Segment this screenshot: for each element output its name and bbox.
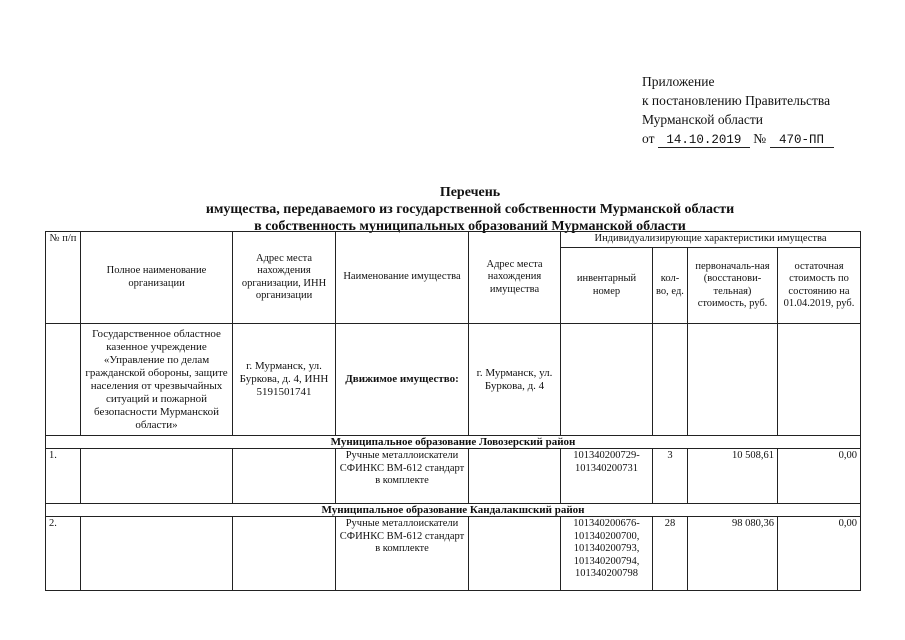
row-initial-cost: 98 080,36 — [688, 517, 778, 591]
org-name: Государственное областное казенное учреждение «Управление по делам гражданской обороны, защите населения от чрезвычайных ситуаций и пожарной безопасности Мурманской области» — [81, 324, 233, 436]
row-residual-cost: 0,00 — [778, 449, 861, 504]
title-line-3: в собственность муниципальных образований Мурманской области — [254, 219, 686, 234]
row-item: Ручные металлоискатели СФИНКС ВМ-612 стандарт в комплекте — [336, 517, 469, 591]
appendix-block — [642, 72, 834, 148]
section-title-lovozero: Муниципальное образование Ловозерский район — [46, 436, 861, 449]
title-line-2: имущества, передаваемого из государственной собственности Мурманской области — [205, 202, 735, 217]
org-address: г. Мурманск, ул. Буркова, д. 4, ИНН 5191501741 — [233, 324, 336, 436]
header-property-name: Наименование имущества — [336, 232, 469, 324]
resolution-number: 470-ПП — [770, 133, 834, 148]
table-row — [46, 449, 861, 504]
header-inventory: инвентарный номер — [561, 248, 653, 324]
row-address-cell — [233, 517, 336, 591]
row-qty: 3 — [653, 449, 688, 504]
row-num: 2. — [46, 517, 81, 591]
header-characteristics: Индивидуализирующие характеристики имущества — [561, 232, 861, 248]
document-title — [170, 184, 770, 235]
org-residual-cell — [778, 324, 861, 436]
row-property-address-cell — [469, 449, 561, 504]
header-residual-cost: остаточная стоимость по состоянию на 01.04.2019, руб. — [778, 248, 861, 324]
table-row — [46, 517, 861, 591]
appendix-line-1: Приложение — [642, 74, 715, 89]
row-initial-cost: 10 508,61 — [688, 449, 778, 504]
header-org-address: Адрес места нахождения организации, ИНН организации — [233, 232, 336, 324]
row-property-address-cell — [469, 517, 561, 591]
row-inventory: 101340200676-101340200700, 101340200793, 101340200794, 101340200798 — [561, 517, 653, 591]
org-qty-cell — [653, 324, 688, 436]
resolution-date: 14.10.2019 — [658, 133, 750, 148]
header-num: № п/п — [46, 232, 81, 324]
row-address-cell — [233, 449, 336, 504]
row-qty: 28 — [653, 517, 688, 591]
header-qty: кол-во, ед. — [653, 248, 688, 324]
org-num-cell — [46, 324, 81, 436]
appendix-date-line — [642, 129, 834, 148]
row-org-cell — [81, 517, 233, 591]
property-table — [45, 231, 861, 591]
org-property-address: г. Мурманск, ул. Буркова, д. 4 — [469, 324, 561, 436]
header-initial-cost: первоначаль-ная (восстанови-тельная) стоимость, руб. — [688, 248, 778, 324]
title-line-1: Перечень — [439, 185, 501, 200]
section-title-kandalaksha: Муниципальное образование Кандалакшский район — [46, 504, 861, 517]
row-org-cell — [81, 449, 233, 504]
row-num: 1. — [46, 449, 81, 504]
organization-row — [46, 324, 861, 436]
appendix-line-3: Мурманской области — [642, 112, 763, 127]
org-property: Движимое имущество: — [336, 324, 469, 436]
number-prefix: № — [753, 131, 767, 146]
header-org-name: Полное наименование организации — [81, 232, 233, 324]
date-prefix: от — [642, 131, 655, 146]
org-inventory-cell — [561, 324, 653, 436]
row-item: Ручные металлоискатели СФИНКС ВМ-612 стандарт в комплекте — [336, 449, 469, 504]
appendix-line-2: к постановлению Правительства — [642, 93, 831, 108]
row-residual-cost: 0,00 — [778, 517, 861, 591]
header-property-address: Адрес места нахождения имущества — [469, 232, 561, 324]
org-initial-cell — [688, 324, 778, 436]
row-inventory: 101340200729-101340200731 — [561, 449, 653, 504]
